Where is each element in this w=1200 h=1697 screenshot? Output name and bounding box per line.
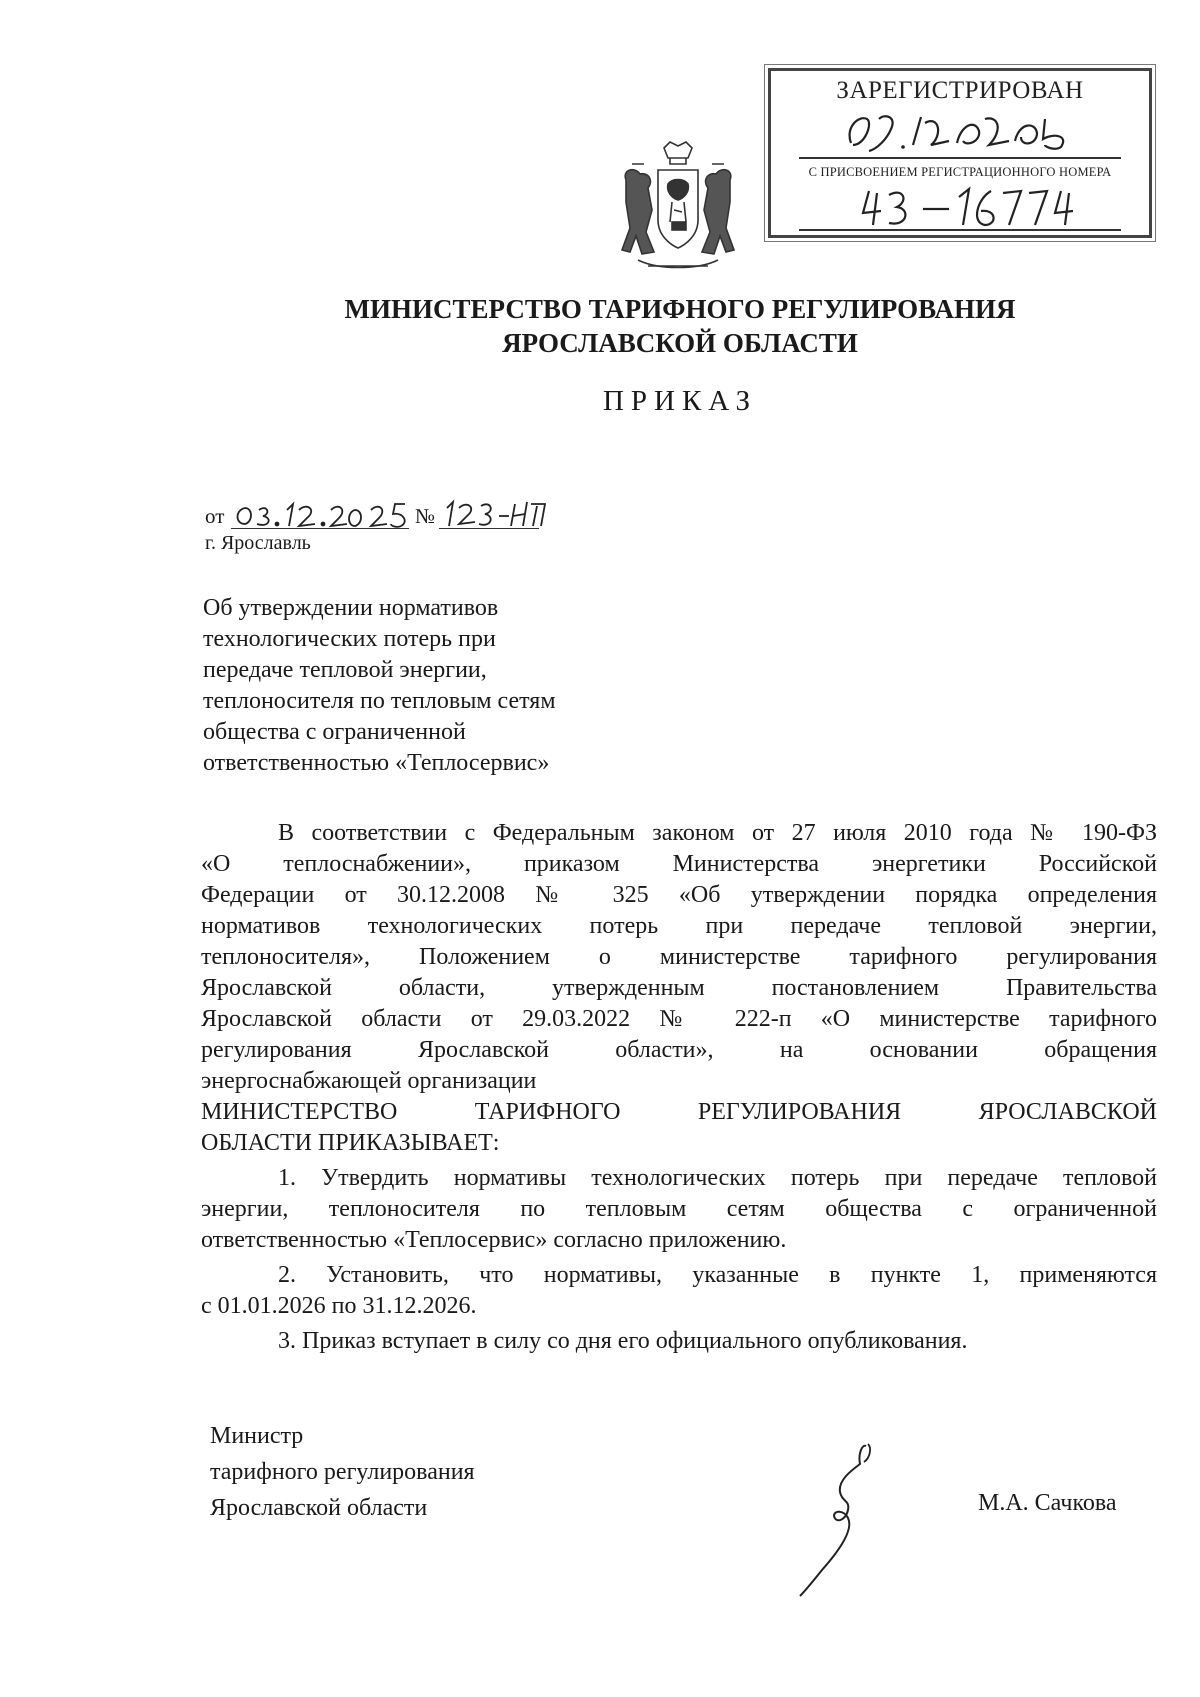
item-1-line: энергии, теплоносителя по тепловым сетям общества с ограниченной (201, 1196, 1157, 1222)
preamble-line: Федерации от 30.12.2008 № 325 «Об утверждении порядка определения (201, 882, 1157, 908)
stamp-divider (799, 229, 1121, 231)
position-line: тарифного регулирования (210, 1459, 475, 1485)
city: г. Ярославль (205, 532, 311, 554)
position-line: Ярославской области (210, 1495, 428, 1521)
ministry-header (200, 292, 1160, 360)
preamble-line: Ярославской области, утвержденным постановлением Правительства (201, 975, 1157, 1001)
orders-line: МИНИСТЕРСТВО ТАРИФНОГО РЕГУЛИРОВАНИЯ ЯРОСЛАВСКОЙ (201, 1099, 1157, 1125)
signatory-name: М.А. Сачкова (978, 1490, 1117, 1516)
orders-line: ОБЛАСТИ ПРИКАЗЫВАЕТ: (201, 1130, 500, 1156)
item-3-line: 3. Приказ вступает в силу со дня его официального опубликования. (278, 1328, 968, 1354)
preamble-line: Ярославской области от 29.03.2022 № 222-п «О министерстве тарифного (201, 1006, 1157, 1032)
subject-line: общества с ограниченной (203, 719, 466, 745)
date-prefix: от (205, 504, 225, 528)
item-1-line: 1. Утвердить нормативы технологических потерь при передаче тепловой (278, 1165, 1157, 1191)
subject-line: теплоносителя по тепловым сетям (203, 688, 556, 714)
stamp-title: ЗАРЕГИСТРИРОВАН (836, 77, 1084, 104)
date-underline (231, 528, 409, 529)
coat-of-arms-icon (618, 140, 738, 276)
handwritten-signature (778, 1440, 888, 1600)
handwritten-order-number (441, 498, 547, 532)
document-type: ПРИКАЗ (602, 385, 758, 417)
order-body (201, 818, 1157, 1357)
handwritten-order-date (233, 498, 411, 532)
preamble-line: В соответствии с Федеральным законом от 27 июля 2010 года № 190-ФЗ (278, 820, 1157, 846)
ministry-name-line1: МИНИСТЕРСТВО ТАРИФНОГО РЕГУЛИРОВАНИЯ (344, 294, 1016, 324)
subject-line: передаче тепловой энергии, (203, 657, 487, 683)
item-2-line: с 01.01.2026 по 31.12.2026. (201, 1293, 477, 1319)
subject-line: Об утверждении нормативов (203, 595, 499, 621)
stamp-handwritten-number (859, 183, 1079, 231)
preamble-line: теплоносителя», Положением о министерстве тарифного регулирования (201, 944, 1157, 970)
subject-line: технологических потерь при (203, 626, 496, 652)
preamble-line: регулирования Ярославской области», на основании обращения (201, 1037, 1157, 1063)
preamble-line: нормативов технологических потерь при передаче тепловой энергии, (201, 913, 1157, 939)
number-underline (439, 528, 539, 529)
stamp-subtitle: С ПРИСВОЕНИЕМ РЕГИСТРАЦИОННОГО НОМЕРА (808, 165, 1112, 179)
registration-stamp (768, 68, 1152, 238)
item-1-line: ответственностью «Теплосервис» согласно приложению. (201, 1227, 787, 1253)
item-2-line: 2. Установить, что нормативы, указанные в пункте 1, применяются (278, 1262, 1157, 1288)
signatory-position (210, 1418, 475, 1526)
position-line: Министр (210, 1423, 304, 1449)
ministry-name-line2: ЯРОСЛАВСКОЙ ОБЛАСТИ (502, 328, 858, 358)
number-prefix: № (415, 504, 436, 528)
order-subject (203, 593, 653, 779)
preamble-line: энергоснабжающей организации (201, 1068, 537, 1094)
stamp-handwritten-date (839, 105, 1079, 157)
subject-line: ответственностью «Теплосервис» (203, 750, 550, 776)
preamble-line: «О теплоснабжении», приказом Министерства энергетики Российской (201, 851, 1157, 877)
stamp-divider (799, 157, 1121, 159)
